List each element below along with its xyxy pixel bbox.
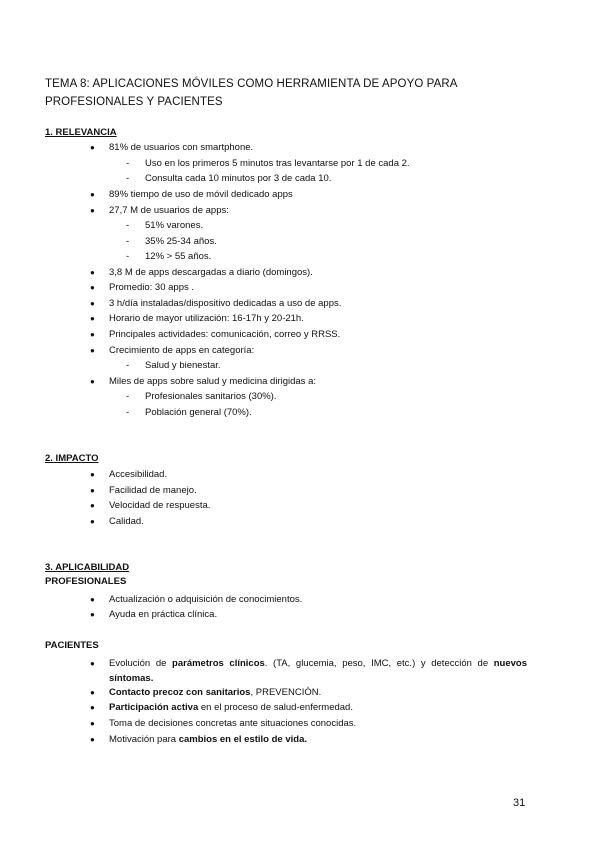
page-number: 31 [513,797,526,809]
document-title: TEMA 8: APLICACIONES MÓVILES COMO HERRAMIENTA DE APOYO PARA PROFESIONALES Y PACIENTES [45,78,457,108]
bullet-icon: ● [90,143,95,152]
bullet-icon: ● [90,719,95,728]
bullet-icon: ● [90,299,95,308]
bullet-icon: ● [90,206,95,215]
dash-icon: - [126,236,130,247]
bullet-icon: ● [90,610,95,619]
dash-icon: - [126,158,130,169]
document-page: TEMA 8: APLICACIONES MÓVILES COMO HERRAMIENTA DE APOYO PARA PROFESIONALES Y PACIENTES 1. RELEVANCIA ● 81% de usuarios con smartphone. - Uso en los primeros 5 minutos tras levantarse por 1 de cada 2. - Consulta cada 10 minutos por 3 de cada 10. ● 89% tiempo de uso de móvil dedicado apps ● 27,7 M de usuarios de apps: - 51% varones. - 35% 25-34 años. - 12% > 55 años. ● 3,8 M de apps descargadas a diario (domingos). ● Promedio: 30 apps . ● 3 h/día instaladas/dispositivo dedicadas a uso de apps. ● Horario de mayor utilización: 16-17h y 20-21h. ● Principales actividades: comunicación, correo y RRSS. ● Crecimiento de apps en categoría: - Salud y bienestar. ● Miles de apps sobre salud y medicina dirigidas a: - Profesionales sanitarios (30%). - Población general (70%). 2. IMPACTO ● Accesibilidad. ● Facilidad de manejo. ● Velocidad de respuesta. ● Calidad. 3. APLICABILIDAD PROFESIONALES ● Actualización o adquisición de conocimientos. ● Ayuda en práctica clínica. PACIENTES ● Evolución de parámetros clínicos. (TA, glucemia, peso, IMC, etc.) y detección de nuevos síntomas. ● Contacto precoz con sanitarios, PREVENCIÓN. ● Participación activa en el proceso de salud-enfermedad. ● Toma de decisiones concretas ante situaciones conocidas. ● Motivación para cambios en el estilo de vida. 31 [0,0,600,848]
bullet-icon: ● [90,595,95,604]
dash-icon: - [126,407,130,418]
bullet-icon: ● [90,735,95,744]
bullet-icon: ● [90,268,95,277]
dash-icon: - [126,391,130,402]
bullet-icon: ● [90,688,95,697]
section-heading-impacto: 2. IMPACTO [45,453,99,464]
subheading-pacientes: PACIENTES [45,640,99,651]
section-heading-aplicabilidad: 3. APLICABILIDAD [45,562,130,573]
bullet-icon: ● [90,703,95,712]
bullet-icon: ● [90,501,95,510]
dash-icon: - [126,251,130,262]
section-heading-relevancia: 1. RELEVANCIA [45,127,117,138]
subheading-profesionales: PROFESIONALES [45,576,127,587]
bullet-icon: ● [90,517,95,526]
dash-icon: - [126,220,130,231]
bullet-icon: ● [90,330,95,339]
bullet-icon: ● [90,283,95,292]
dash-icon: - [126,173,130,184]
bullet-icon: ● [90,470,95,479]
bullet-icon: ● [90,659,95,668]
bullet-icon: ● [90,377,95,386]
bullet-icon: ● [90,486,95,495]
bullet-icon: ● [90,190,95,199]
dash-icon: - [126,360,130,371]
bullet-icon: ● [90,346,95,355]
bullet-icon: ● [90,314,95,323]
